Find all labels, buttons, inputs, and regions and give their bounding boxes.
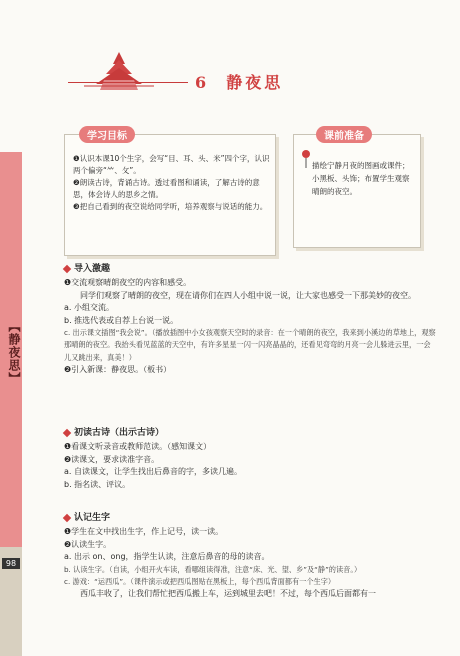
section-heading: 初读古诗（出示古诗） xyxy=(64,427,436,439)
goal-item: ❸把自己看到的夜空说给同学听，培养观察与说话的能力。 xyxy=(73,202,268,211)
text-line: ❶交流观察晴朗夜空的内容和感受。 xyxy=(64,278,192,288)
text-line: ❷引入新课：静夜思。（板书） xyxy=(64,365,172,375)
bullet-icon xyxy=(63,429,71,437)
text-line: c. 游戏：“运西瓜”。（课件演示或把西瓜图贴在黑板上，每个西瓜背面都有一个生字） xyxy=(64,577,336,587)
text-line: 西瓜丰收了，让我们帮忙把西瓜搬上车，运到城里去吧！不过，每个西瓜后面都有一 xyxy=(80,589,376,599)
text-line: ❶学生在文中找出生字，作上记号，读一读。 xyxy=(64,527,224,537)
page-number: 98 xyxy=(2,558,20,569)
text-line: 同学们观察了晴朗的夜空，现在请你们在四人小组中说一说，让大家也感受一下那美妙的夜空。 xyxy=(80,290,416,300)
learning-goals-heading: 学习目标 xyxy=(79,126,135,143)
preparation-heading: 课前准备 xyxy=(316,126,372,143)
text-line: b. 推选代表或自荐上台说一说。 xyxy=(64,315,179,325)
text-line: a. 自读课文，让学生找出后鼻音的字，多读几遍。 xyxy=(64,467,242,477)
section-first-reading xyxy=(64,427,436,491)
goal-item: ❶认识本课10个生字，会写“目、耳、头、米”四个字，认识两个偏旁“⺮、攵”。 xyxy=(73,154,270,175)
text-line: a. 小组交流。 xyxy=(64,303,114,313)
text-line: c. 出示课文插图“我会说”。（播放插图中小女孩观察天空时的录音：在一个晴朗的夜空，我来到小溪边的草地上，观察那晴朗的夜空。我抬头看见蓝蓝的天空中，有许多星星一闪一闪亮晶晶的，还看见弯弯的月亮一会儿躲进云里，一会儿又跳出来，真美！） xyxy=(64,328,436,362)
section-heading: 认记生字 xyxy=(64,512,436,524)
preparation-text: 描绘宁静月夜的图画或课件；小黑板、头饰；布置学生观察晴朗的夜空。 xyxy=(312,161,410,196)
bullet-icon xyxy=(63,265,71,273)
text-line: b. 指名读、评议。 xyxy=(64,479,131,489)
text-line: a. 出示 on、ong，指学生认读，注意后鼻音的母的读音。 xyxy=(64,552,270,562)
text-line: ❷读课文，要求读准字音。 xyxy=(64,454,160,464)
page-title: 6 静夜思 xyxy=(195,73,284,92)
bullet-icon xyxy=(63,514,71,522)
text-line: ❷认读生字。 xyxy=(64,539,112,549)
text-line: b. 认读生字。（自读，小组开火车读，看哪组读得准，注意“床、光、望、乡”及“静”的读音。） xyxy=(64,564,362,574)
sidebar-title: 【静夜思】 xyxy=(7,320,21,385)
learning-goals-box xyxy=(64,131,276,256)
pagoda-ornament-icon xyxy=(84,50,154,92)
header-rule xyxy=(68,82,188,83)
goal-item: ❷朗读古诗，背诵古诗。透过看图和诵读，了解古诗的意思，体会诗人的思乡之情。 xyxy=(73,178,260,199)
pushpin-icon xyxy=(300,149,312,169)
text-line: ❶看课文听录音或教师范读。（感知课文） xyxy=(64,442,212,452)
section-heading: 导入激趣 xyxy=(64,263,436,275)
section-intro xyxy=(64,263,436,377)
preparation-box xyxy=(293,131,421,248)
section-characters xyxy=(64,512,436,601)
